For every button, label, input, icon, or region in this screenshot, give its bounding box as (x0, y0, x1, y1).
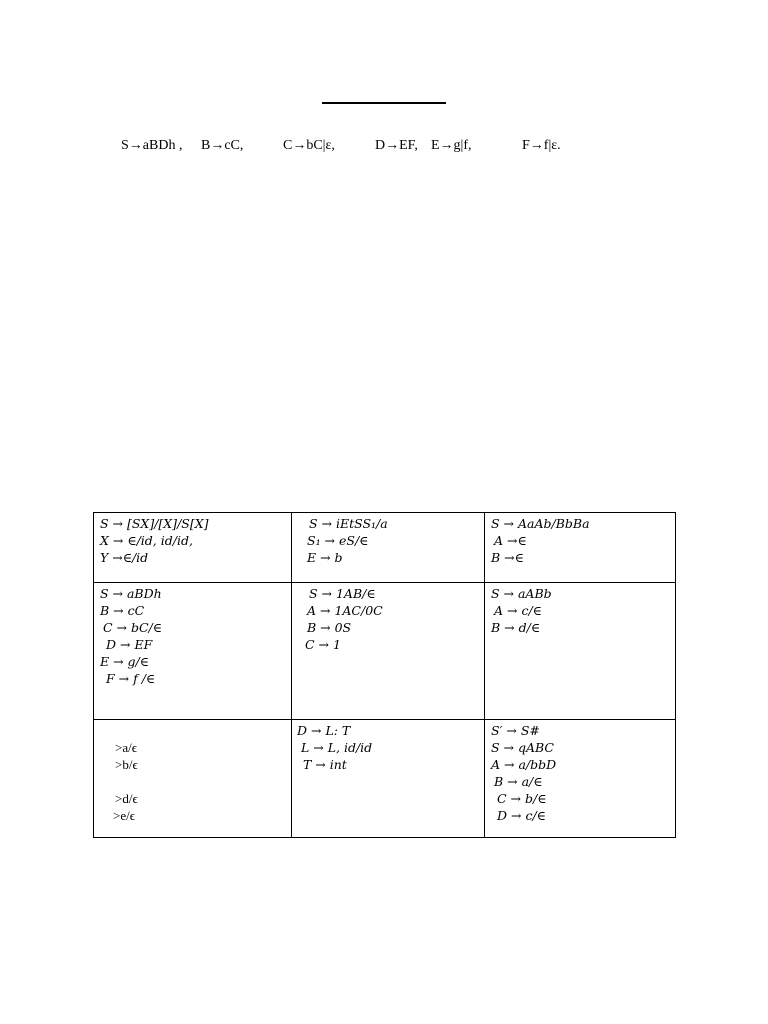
production-line: B → a/∈ (494, 774, 543, 789)
production-line: >a/ϵ (115, 740, 137, 755)
production-line: C → bC/∈ (103, 620, 163, 635)
production-line: >d/ϵ (115, 791, 138, 806)
production-line: X → ∈/id, id/id, (100, 533, 193, 548)
table-cell (292, 513, 485, 583)
production-line: E → b (307, 550, 343, 565)
production-line: D → c/∈ (497, 808, 546, 823)
table-cell (292, 583, 485, 720)
table-cell (485, 720, 676, 838)
production-f: F→f|ε. (522, 138, 561, 153)
table-cell (485, 513, 676, 583)
production-line: S → AaAb/BbBa (491, 516, 590, 531)
production-line: S → [SX]/[X]/S[X] (100, 516, 209, 531)
production-line: S → 1AB/∈ (309, 586, 376, 601)
production-line: S₁ → eS/∈ (307, 533, 369, 548)
production-line: S → aABb (491, 586, 552, 601)
production-line: A → 1AC/0C (307, 603, 383, 618)
production-c: C→bC|ε, (283, 138, 335, 153)
table-cell (94, 720, 292, 838)
production-line: T → int (303, 757, 347, 772)
production-line: D → L: T (297, 723, 351, 738)
production-line: >e/ϵ (113, 808, 135, 823)
production-line: B → 0S (307, 620, 352, 635)
production-s: S→aBDh , (121, 138, 183, 153)
table-row (94, 513, 676, 583)
production-line: A →∈ (494, 533, 527, 548)
grammar-table (93, 512, 676, 838)
production-line: D → EF (106, 637, 153, 652)
production-line: E → g/∈ (100, 654, 150, 669)
table-cell (94, 583, 292, 720)
production-line: S → aBDh (100, 586, 162, 601)
production-line: C → b/∈ (497, 791, 547, 806)
production-line: B → d/∈ (491, 620, 541, 635)
production-line: S′ → S# (491, 723, 540, 738)
production-b: B→cC, (201, 138, 244, 153)
production-line-blank (94, 773, 291, 790)
production-line: F → f /∈ (106, 671, 156, 686)
table-cell (485, 583, 676, 720)
production-line: C → 1 (305, 637, 341, 652)
table-cell (94, 513, 292, 583)
table-row (94, 720, 676, 838)
production-d: D→EF, (375, 138, 418, 153)
top-grammar-line (0, 138, 768, 158)
production-line: B → cC (100, 603, 145, 618)
table-cell (292, 720, 485, 838)
production-line: S → iEtSS₁/a (309, 516, 388, 531)
production-line: B →∈ (491, 550, 524, 565)
title-underline (322, 102, 446, 104)
table-row (94, 583, 676, 720)
production-e: E→g|f, (431, 138, 472, 153)
production-line: Y →∈/id (100, 550, 149, 565)
production-line: >b/ϵ (115, 757, 138, 772)
production-line: L → L, id/id (301, 740, 373, 755)
production-line: A → c/∈ (494, 603, 542, 618)
production-line: S → qABC (491, 740, 554, 755)
production-line: A → a/bbD (491, 757, 557, 772)
